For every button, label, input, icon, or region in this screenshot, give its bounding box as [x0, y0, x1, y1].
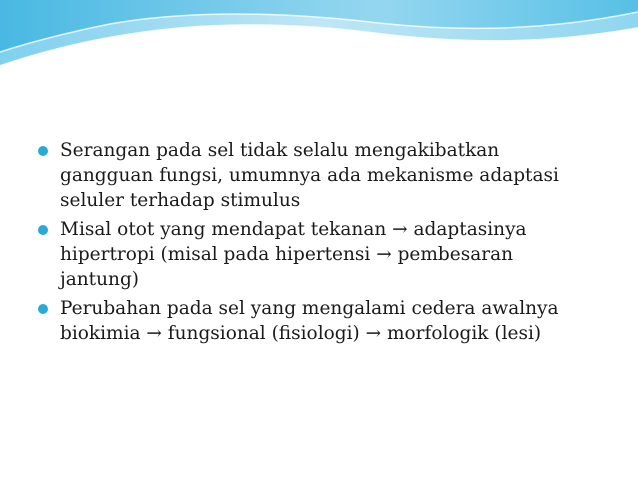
bullet-list	[38, 138, 618, 350]
header-wave-decoration	[0, 0, 638, 80]
bullet-item	[38, 217, 618, 292]
bullet-item	[38, 138, 618, 213]
round-bullet-icon	[38, 146, 48, 156]
bullet-text: Misal otot yang mendapat tekanan → adaptasinya hipertropi (misal pada hipertensi → pembesaran jantung)	[60, 219, 527, 290]
round-bullet-icon	[38, 304, 48, 314]
bullet-text: Perubahan pada sel yang mengalami cedera awalnya biokimia → fungsional (fisiologi) → morfologik (lesi)	[60, 298, 559, 344]
round-bullet-icon	[38, 225, 48, 235]
bullet-item	[38, 296, 618, 346]
bullet-text: Serangan pada sel tidak selalu mengakibatkan gangguan fungsi, umumnya ada mekanisme adaptasi seluler terhadap stimulus	[60, 140, 559, 211]
